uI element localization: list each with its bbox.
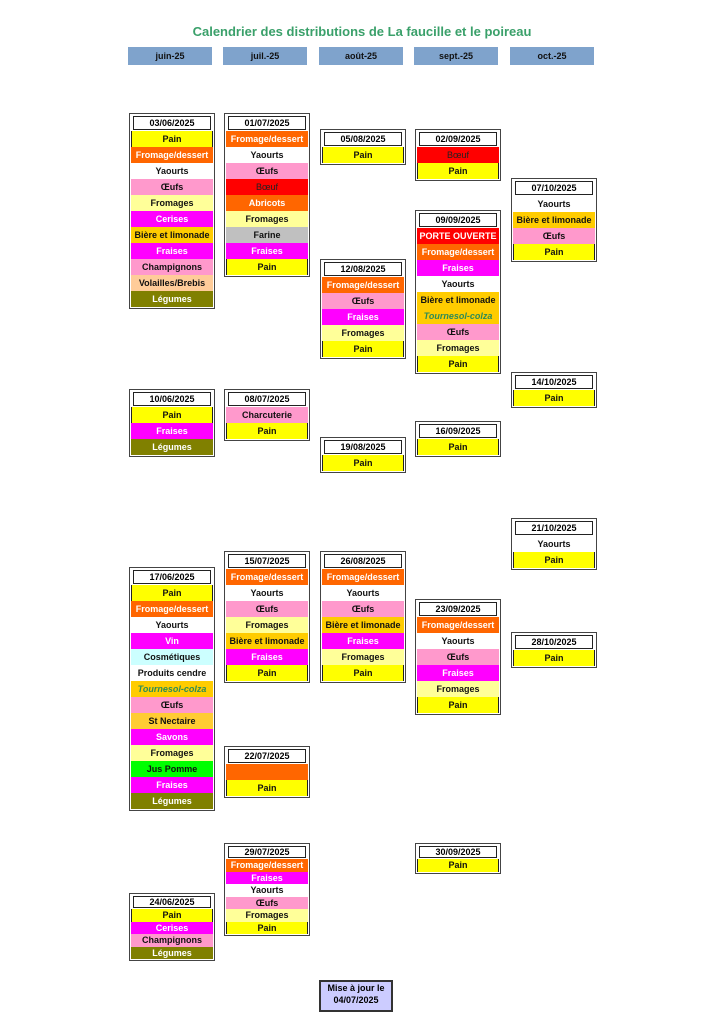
product-item: Œufs [322, 293, 404, 309]
product-item: Fraises [322, 633, 404, 649]
distribution-date: 17/06/2025 [133, 570, 211, 584]
distribution-card [320, 551, 406, 683]
distribution-card [129, 389, 215, 457]
product-item [226, 764, 308, 780]
product-item: Pain [513, 390, 595, 406]
product-item: Cerises [131, 211, 213, 227]
product-item: Fraises [131, 777, 213, 793]
product-item: Pain [322, 455, 404, 471]
product-item: St Nectaire [131, 713, 213, 729]
distribution-card [415, 129, 501, 181]
distribution-date: 19/08/2025 [324, 440, 402, 454]
product-item: Yaourts [513, 536, 595, 552]
product-item: Pain [131, 909, 213, 922]
distribution-card [511, 178, 597, 262]
distribution-date: 10/06/2025 [133, 392, 211, 406]
distribution-card [511, 518, 597, 570]
product-item: Légumes [131, 439, 213, 455]
distribution-date: 12/08/2025 [324, 262, 402, 276]
distribution-date: 21/10/2025 [515, 521, 593, 535]
product-item: Jus Pomme [131, 761, 213, 777]
product-item: Pain [131, 131, 213, 147]
distribution-card [129, 893, 215, 961]
product-item: Charcuterie [226, 407, 308, 423]
distribution-card [415, 421, 501, 457]
distribution-card [511, 632, 597, 668]
product-item: Farine [226, 227, 308, 243]
product-item: Bœuf [417, 147, 499, 163]
product-item: Bière et limonade [513, 212, 595, 228]
distribution-card [320, 259, 406, 359]
product-item: Fromage/dessert [417, 244, 499, 260]
product-item: Fromages [322, 325, 404, 341]
product-item: Légumes [131, 793, 213, 809]
product-item: Fromage/dessert [417, 617, 499, 633]
product-item: Cosmétiques [131, 649, 213, 665]
distribution-card [224, 843, 310, 936]
product-item: Œufs [226, 897, 308, 910]
product-item: Pain [417, 859, 499, 872]
product-item: Œufs [417, 649, 499, 665]
product-item: Pain [513, 244, 595, 260]
distribution-date: 15/07/2025 [228, 554, 306, 568]
distribution-card [415, 210, 501, 374]
product-item: Fromages [417, 681, 499, 697]
product-item: Fromages [131, 745, 213, 761]
distribution-card [224, 113, 310, 277]
product-item: Légumes [131, 291, 213, 307]
product-item: Œufs [226, 163, 308, 179]
distribution-date: 30/09/2025 [419, 846, 497, 858]
distribution-card [415, 599, 501, 715]
product-item: Œufs [131, 697, 213, 713]
product-item: Fromages [131, 195, 213, 211]
product-item: Savons [131, 729, 213, 745]
product-item: Œufs [322, 601, 404, 617]
distribution-date: 05/08/2025 [324, 132, 402, 146]
product-item: Bière et limonade [322, 617, 404, 633]
product-item: Champignons [131, 934, 213, 947]
product-item: Pain [226, 665, 308, 681]
distribution-card [224, 746, 310, 798]
distribution-card [320, 437, 406, 473]
distribution-card [511, 372, 597, 408]
product-item: Pain [417, 356, 499, 372]
month-header: août-25 [319, 47, 403, 65]
distribution-date: 16/09/2025 [419, 424, 497, 438]
product-item: Fromages [226, 617, 308, 633]
product-item: Fromage/dessert [226, 859, 308, 872]
distribution-date: 08/07/2025 [228, 392, 306, 406]
product-item: Fromage/dessert [131, 147, 213, 163]
product-item: Cerises [131, 922, 213, 935]
month-header: juil.-25 [223, 47, 307, 65]
product-item: Pain [322, 147, 404, 163]
distribution-card [224, 389, 310, 441]
product-item: Pain [226, 922, 308, 935]
update-date: 04/07/2025 [333, 995, 379, 1005]
distribution-date: 01/07/2025 [228, 116, 306, 130]
month-header: sept.-25 [414, 47, 498, 65]
product-item: Fraises [131, 423, 213, 439]
product-item: Fromage/dessert [322, 569, 404, 585]
product-item: Bœuf [226, 179, 308, 195]
product-item: Vin [131, 633, 213, 649]
product-item: Pain [131, 585, 213, 601]
product-item: Yaourts [226, 884, 308, 897]
product-item: Volailles/Brebis [131, 275, 213, 291]
product-item: Pain [417, 697, 499, 713]
page-title: Calendrier des distributions de La faucille et le poireau [192, 24, 532, 39]
product-item: Fromages [226, 211, 308, 227]
distribution-date: 02/09/2025 [419, 132, 497, 146]
product-item: Fraises [226, 872, 308, 885]
distribution-card [320, 129, 406, 165]
distribution-date: 14/10/2025 [515, 375, 593, 389]
distribution-date: 09/09/2025 [419, 213, 497, 227]
product-item: Pain [513, 650, 595, 666]
product-item: Pain [131, 407, 213, 423]
distribution-date: 23/09/2025 [419, 602, 497, 616]
distribution-date: 24/06/2025 [133, 896, 211, 908]
product-item: Yaourts [226, 585, 308, 601]
product-item: Fraises [417, 260, 499, 276]
distribution-date: 22/07/2025 [228, 749, 306, 763]
product-item: Fraises [417, 665, 499, 681]
product-item: Œufs [131, 179, 213, 195]
product-item: Œufs [513, 228, 595, 244]
product-item: Yaourts [417, 276, 499, 292]
product-item: Pain [417, 439, 499, 455]
product-item: Yaourts [513, 196, 595, 212]
product-item: Champignons [131, 259, 213, 275]
product-item: Fromage/dessert [322, 277, 404, 293]
product-item: Fromage/dessert [226, 569, 308, 585]
product-item: Bière et limonade [417, 292, 499, 308]
distribution-date: 07/10/2025 [515, 181, 593, 195]
product-item: Œufs [417, 324, 499, 340]
product-item: PORTE OUVERTE [417, 228, 499, 244]
product-item: Fraises [226, 243, 308, 259]
product-item: Yaourts [417, 633, 499, 649]
product-item: Pain [226, 780, 308, 796]
month-header: juin-25 [128, 47, 212, 65]
product-item: Fraises [322, 309, 404, 325]
product-item: Produits cendre [131, 665, 213, 681]
product-item: Yaourts [131, 617, 213, 633]
product-item: Pain [322, 665, 404, 681]
product-item: Fromage/dessert [131, 601, 213, 617]
product-item: Yaourts [322, 585, 404, 601]
product-item: Tournesol-colza [417, 308, 499, 324]
product-item: Abricots [226, 195, 308, 211]
product-item: Fraises [226, 649, 308, 665]
product-item: Pain [322, 341, 404, 357]
product-item: Bière et limonade [131, 227, 213, 243]
product-item: Fromages [226, 909, 308, 922]
update-note [319, 980, 393, 1012]
product-item: Fromage/dessert [226, 131, 308, 147]
product-item: Bière et limonade [226, 633, 308, 649]
distribution-card [129, 113, 215, 309]
product-item: Légumes [131, 947, 213, 960]
product-item: Pain [417, 163, 499, 179]
update-label: Mise à jour le [327, 983, 385, 993]
product-item: Pain [226, 259, 308, 275]
distribution-date: 28/10/2025 [515, 635, 593, 649]
product-item: Pain [226, 423, 308, 439]
distribution-card [224, 551, 310, 683]
product-item: Tournesol-colza [131, 681, 213, 697]
distribution-date: 29/07/2025 [228, 846, 306, 858]
product-item: Fromages [322, 649, 404, 665]
distribution-date: 03/06/2025 [133, 116, 211, 130]
product-item: Œufs [226, 601, 308, 617]
distribution-date: 26/08/2025 [324, 554, 402, 568]
product-item: Fraises [131, 243, 213, 259]
distribution-card [415, 843, 501, 874]
distribution-card [129, 567, 215, 811]
product-item: Pain [513, 552, 595, 568]
product-item: Yaourts [226, 147, 308, 163]
month-header: oct.-25 [510, 47, 594, 65]
product-item: Yaourts [131, 163, 213, 179]
product-item: Fromages [417, 340, 499, 356]
